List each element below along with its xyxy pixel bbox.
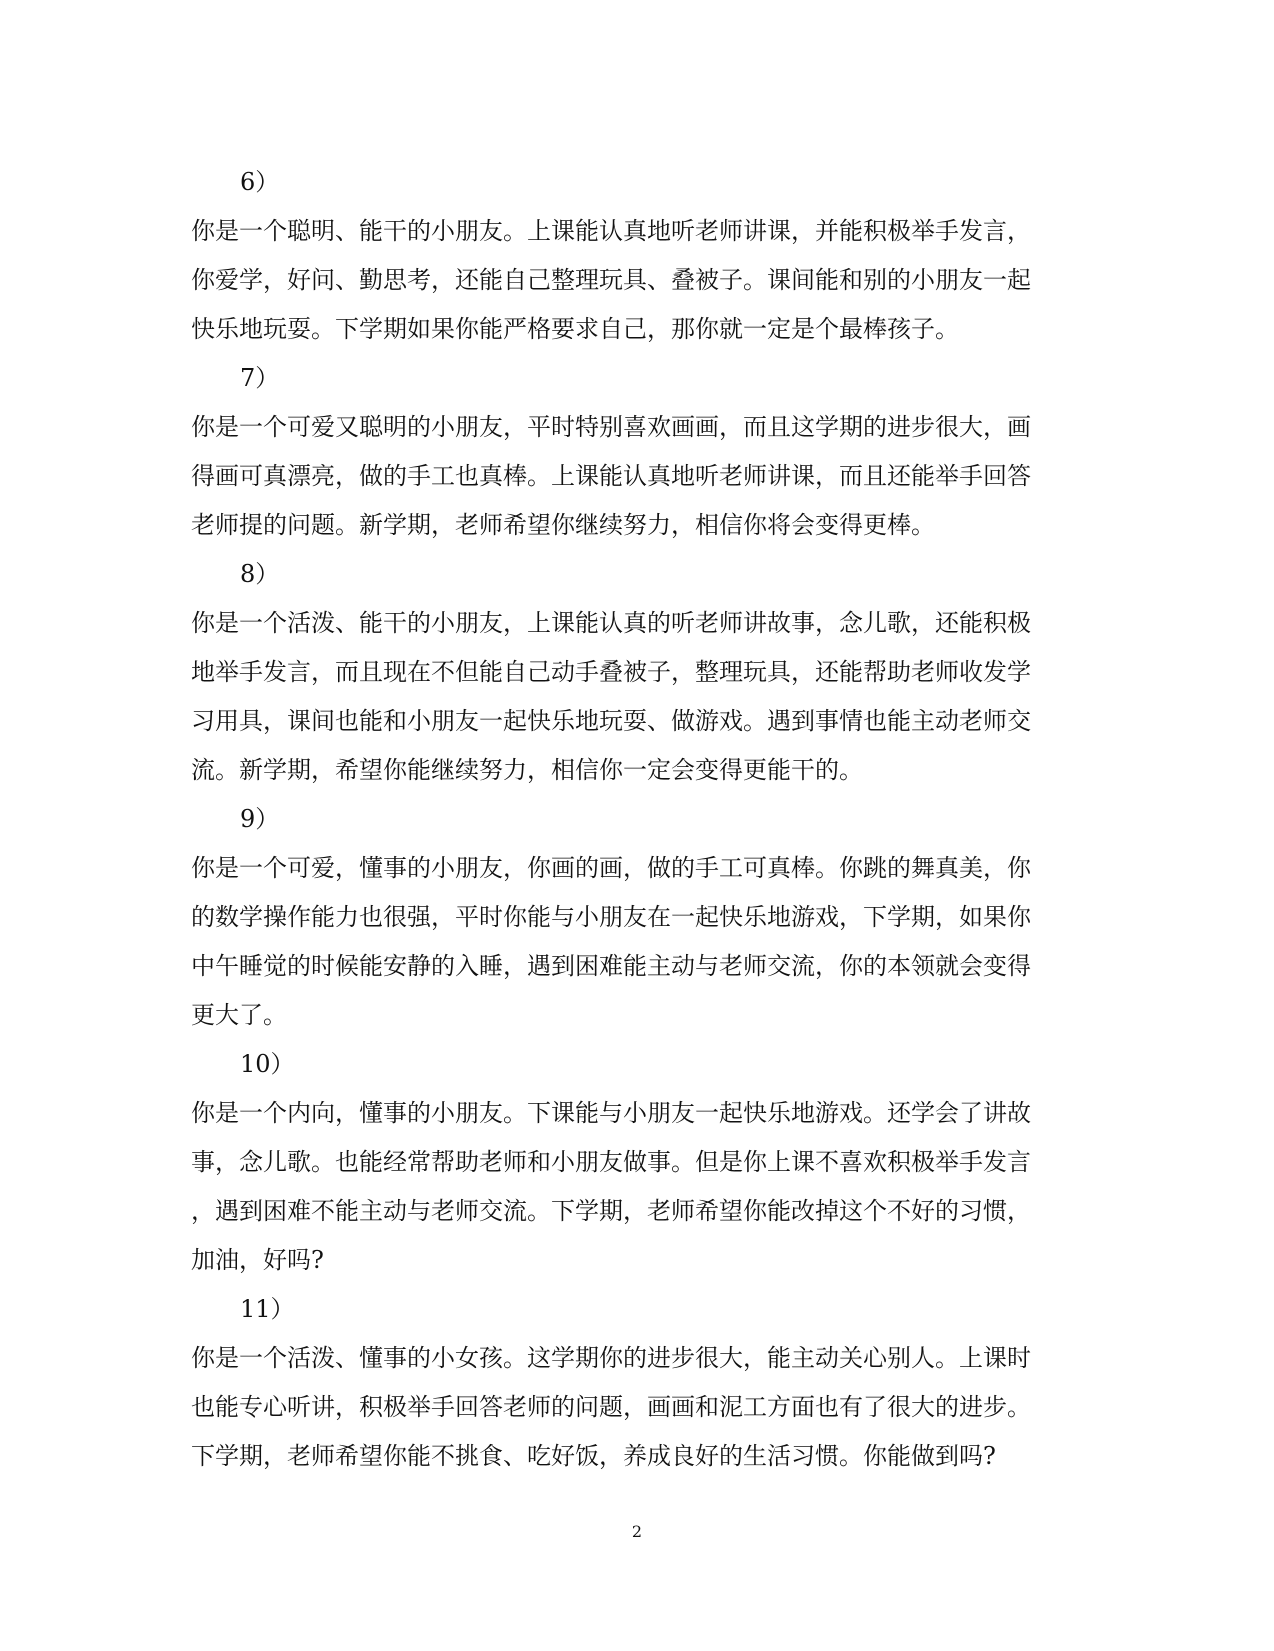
- paragraph-line: ，遇到困难不能主动与老师交流。下学期，老师希望你能改掉这个不好的习惯，: [191, 1197, 1031, 1225]
- paragraph-line: 中午睡觉的时候能安静的入睡，遇到困难能主动与老师交流，你的本领就会变得: [191, 952, 1031, 980]
- paragraph-line: 得画可真漂亮，做的手工也真棒。上课能认真地听老师讲课，而且还能举手回答: [191, 462, 1031, 490]
- paragraph-line: 地举手发言，而且现在不但能自己动手叠被子，整理玩具，还能帮助老师收发学: [191, 658, 1031, 686]
- paragraph-line: 更大了。: [191, 1001, 287, 1029]
- paragraph-line: 你是一个活泼、懂事的小女孩。这学期你的进步很大，能主动关心别人。上课时: [191, 1344, 1031, 1372]
- paragraph-line: 老师提的问题。新学期，老师希望你继续努力，相信你将会变得更棒。: [191, 511, 935, 539]
- comment-section-9: [191, 795, 1071, 1040]
- comment-section-7: [191, 354, 1071, 550]
- paragraph-line: 习用具，课间也能和小朋友一起快乐地玩耍、做游戏。遇到事情也能主动老师交: [191, 707, 1031, 735]
- paragraph-line: 加油，好吗?: [191, 1246, 324, 1274]
- comment-section-6: [191, 158, 1071, 354]
- document-body: [191, 158, 1071, 1481]
- comment-section-10: [191, 1040, 1071, 1285]
- section-number: 9）: [240, 805, 280, 833]
- paragraph-line: 的数学操作能力也很强，平时你能与小朋友在一起快乐地游戏，下学期，如果你: [191, 903, 1031, 931]
- section-number: 8）: [240, 560, 280, 588]
- section-number: 6）: [240, 168, 280, 196]
- section-number: 10）: [240, 1050, 295, 1078]
- section-number: 7）: [240, 364, 280, 392]
- comment-section-8: [191, 550, 1071, 795]
- paragraph-line: 事，念儿歌。也能经常帮助老师和小朋友做事。但是你上课不喜欢积极举手发言: [191, 1148, 1031, 1176]
- paragraph-line: 流。新学期，希望你能继续努力，相信你一定会变得更能干的。: [191, 756, 863, 784]
- comment-section-11: [191, 1285, 1071, 1481]
- section-number: 11）: [240, 1295, 295, 1323]
- paragraph-line: 你是一个活泼、能干的小朋友，上课能认真的听老师讲故事，念儿歌，还能积极: [191, 609, 1031, 637]
- page-number: 2: [631, 1522, 643, 1541]
- paragraph-line: 也能专心听讲，积极举手回答老师的问题，画画和泥工方面也有了很大的进步。: [191, 1393, 1031, 1421]
- paragraph-line: 你是一个可爱，懂事的小朋友，你画的画，做的手工可真棒。你跳的舞真美，你: [191, 854, 1031, 882]
- paragraph-line: 你是一个可爱又聪明的小朋友，平时特别喜欢画画，而且这学期的进步很大，画: [191, 413, 1031, 441]
- paragraph-line: 快乐地玩耍。下学期如果你能严格要求自己，那你就一定是个最棒孩子。: [191, 315, 959, 343]
- paragraph-line: 你是一个内向，懂事的小朋友。下课能与小朋友一起快乐地游戏。还学会了讲故: [191, 1099, 1031, 1127]
- paragraph-line: 你爱学，好问、勤思考，还能自己整理玩具、叠被子。课间能和别的小朋友一起: [191, 266, 1031, 294]
- paragraph-line: 下学期，老师希望你能不挑食、吃好饭，养成良好的生活习惯。你能做到吗?: [191, 1442, 996, 1470]
- paragraph-line: 你是一个聪明、能干的小朋友。上课能认真地听老师讲课，并能积极举手发言，: [191, 217, 1031, 245]
